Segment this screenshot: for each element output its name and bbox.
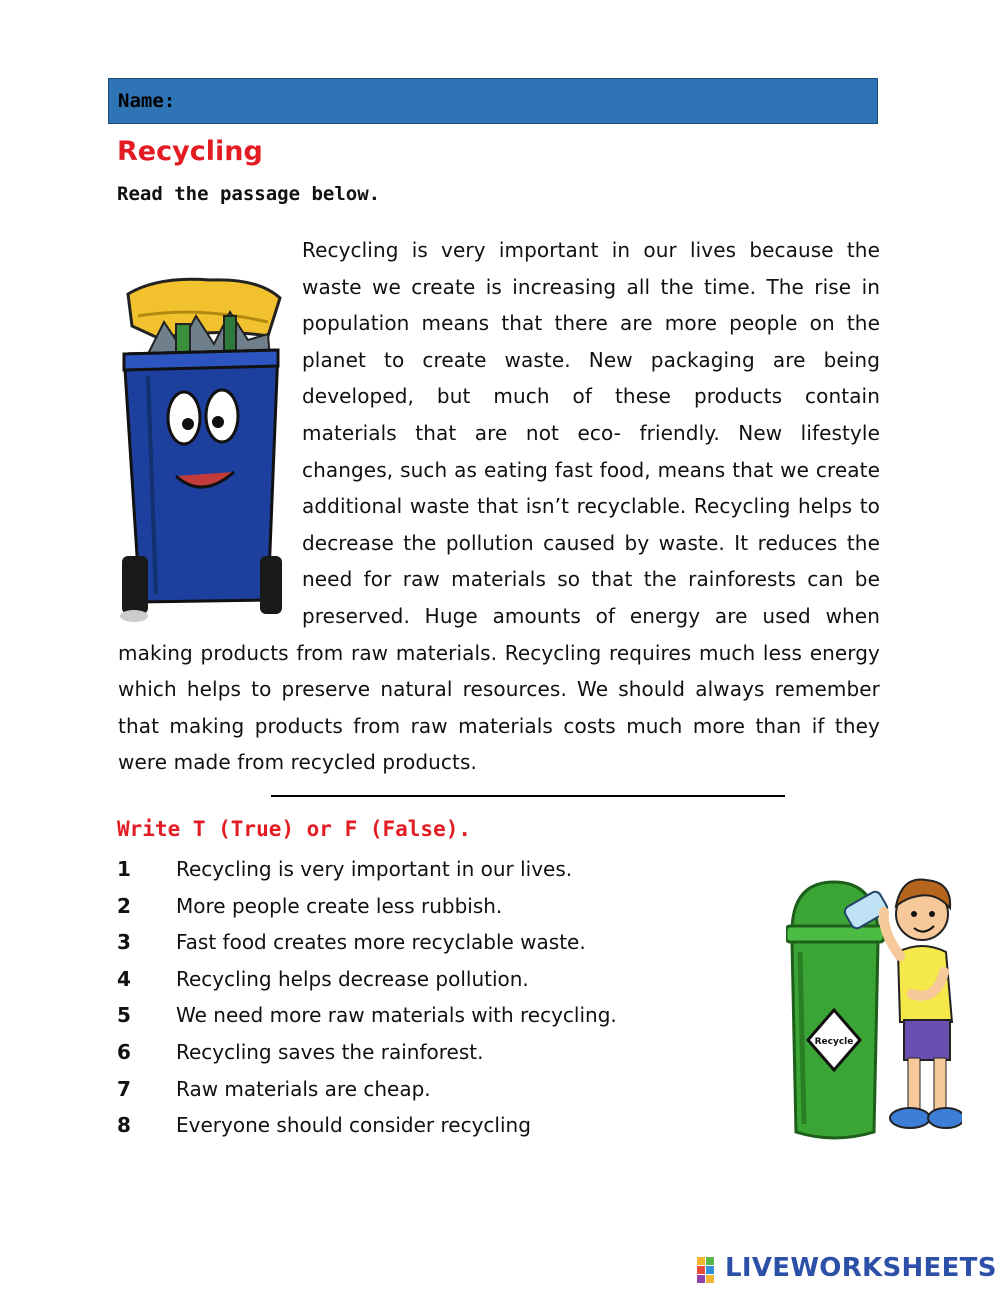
question-text: Everyone should consider recycling (176, 1113, 531, 1138)
question-list (117, 851, 617, 1144)
question-number: 4 (117, 966, 131, 991)
question-text: Recycling helps decrease pollution. (176, 966, 529, 991)
question-number: 1 (117, 857, 131, 881)
question-text: We need more raw materials with recycling. (176, 1003, 617, 1028)
question-number: 2 (117, 893, 131, 918)
instruction-text: Read the passage below. (117, 183, 381, 205)
name-label: Name: (118, 90, 176, 112)
boy-recycling-illustration (786, 862, 962, 1144)
passage-text: Recycling is very important in our lives because the waste we create is increasing all the time. The rise in population means that there are more people on the planet to create waste. New packaging are being developed, but much of these products contain materials that are not eco- friendly. New lifestyle changes, such as eating fast food, means that we create additional waste that isn’t recyclable. Recycling helps to decrease the pollution caused by waste. It reduces the need for raw materials so that the rainforests can be preserved. Huge amounts of energy are used when making products from raw materials. Recycling requires much less energy which helps to preserve natural resources. We should always remember that making products from raw materials costs much more than if they were made from recycled products. (118, 238, 880, 775)
questions-heading: Write T (True) or F (False). (117, 817, 472, 841)
worksheet-title: Recycling (117, 136, 263, 167)
question-item (117, 1107, 617, 1144)
question-text: Recycling is very important in our lives. (176, 857, 573, 881)
question-number: 5 (117, 1003, 131, 1028)
question-item (117, 1034, 617, 1071)
question-text: Fast food creates more recyclable waste. (176, 930, 586, 955)
question-item (117, 961, 617, 998)
question-number: 3 (117, 930, 131, 955)
question-item (117, 888, 617, 925)
question-text: Raw materials are cheap. (176, 1076, 431, 1101)
blue-recycling-bin-illustration (118, 276, 290, 624)
question-text: Recycling saves the rainforest. (176, 1039, 484, 1064)
recycle-sign-label: Recycle (814, 1037, 854, 1047)
question-text: More people create less rubbish. (176, 893, 503, 918)
question-number: 8 (117, 1113, 131, 1138)
question-number: 7 (117, 1076, 131, 1101)
name-bar (108, 78, 878, 124)
question-item (117, 851, 617, 888)
liveworksheets-icon (697, 1257, 723, 1283)
question-item (117, 997, 617, 1034)
question-item (117, 924, 617, 961)
question-number: 6 (117, 1039, 131, 1064)
question-item (117, 1071, 617, 1108)
logo-text: LIVEWORKSHEETS (725, 1253, 997, 1283)
section-divider (271, 795, 785, 797)
